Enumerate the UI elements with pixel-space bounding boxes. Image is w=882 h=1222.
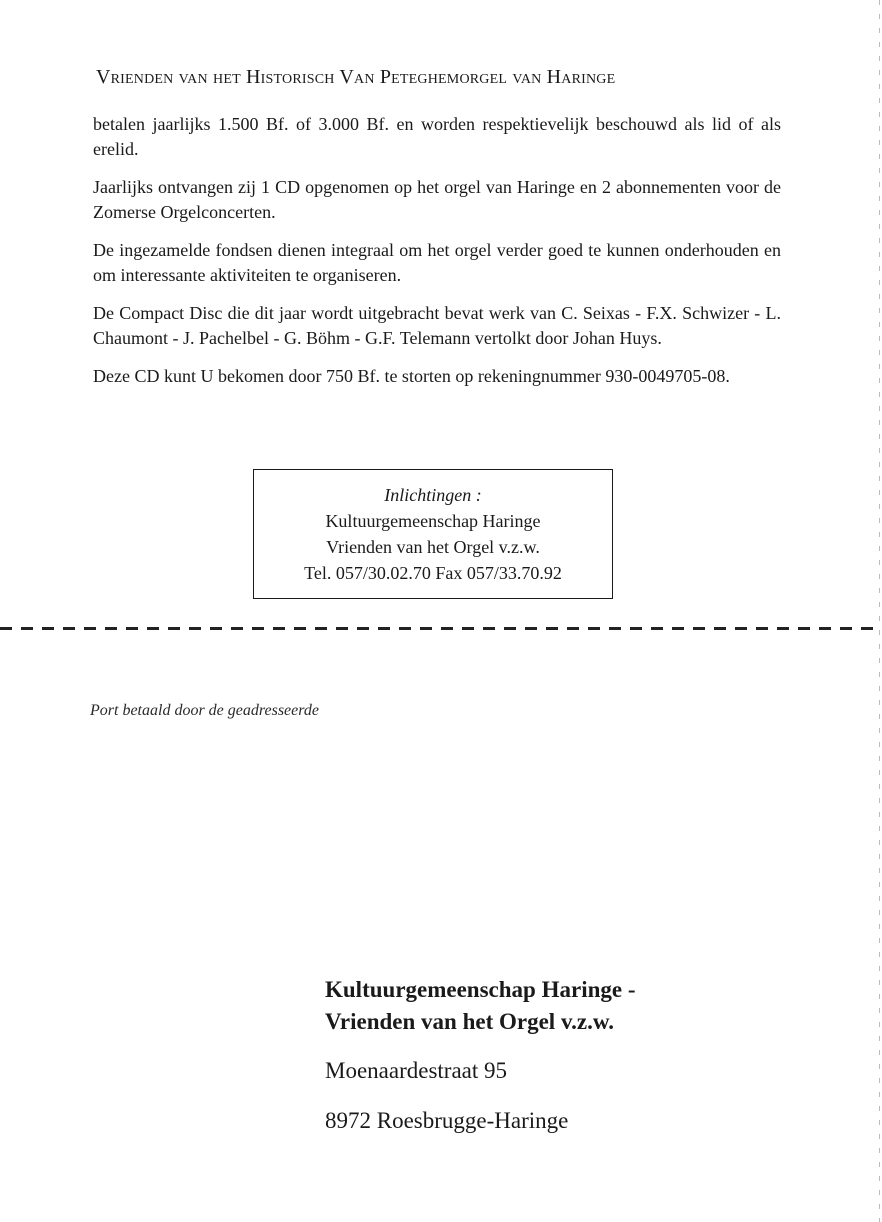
body-text <box>93 112 781 402</box>
addressee-street: Moenaardestraat 95 <box>325 1058 508 1083</box>
cut-line-divider <box>0 627 882 630</box>
paragraph-membership-fees: betalen jaarlijks 1.500 Bf. of 3.000 Bf. en worden respektievelijk beschouwd als lid of als erelid. <box>93 114 781 159</box>
addressee-block <box>325 974 845 1134</box>
postage-note: Port betaald door de geadresseerde <box>90 702 319 719</box>
info-box-organization: Kultuurgemeenschap Haringe <box>325 511 541 531</box>
paragraph-cd-contents: De Compact Disc die dit jaar wordt uitgebracht bevat werk van C. Seixas - F.X. Schwizer - L. Chaumont - J. Pachelbel - G. Böhm - G.F. Telemann vertolkt door Johan Huys. <box>93 303 781 348</box>
info-box <box>253 469 613 599</box>
addressee-org-line2: Vrienden van het Orgel v.z.w. <box>325 1009 614 1034</box>
info-box-contact: Tel. 057/30.02.70 Fax 057/33.70.92 <box>304 563 562 583</box>
paragraph-funds-use: De ingezamelde fondsen dienen integraal om het orgel verder goed te kunnen onderhouden en om interessante aktiviteiten te organiseren. <box>93 240 781 285</box>
page-title: Vrienden van het Historisch Van Peteghemorgel van Haringe <box>96 66 616 88</box>
paragraph-cd-order: Deze CD kunt U bekomen door 750 Bf. te storten op rekeningnummer 930-0049705-08. <box>93 366 730 386</box>
page-edge <box>879 0 880 1222</box>
addressee-city: 8972 Roesbrugge-Haringe <box>325 1108 569 1133</box>
info-box-association: Vrienden van het Orgel v.z.w. <box>326 537 540 557</box>
addressee-org-line1: Kultuurgemeenschap Haringe - <box>325 977 636 1002</box>
info-box-title: Inlichtingen : <box>384 485 482 505</box>
paragraph-annual-benefits: Jaarlijks ontvangen zij 1 CD opgenomen op het orgel van Haringe en 2 abonnementen voor de Zomerse Orgelconcerten. <box>93 177 781 222</box>
